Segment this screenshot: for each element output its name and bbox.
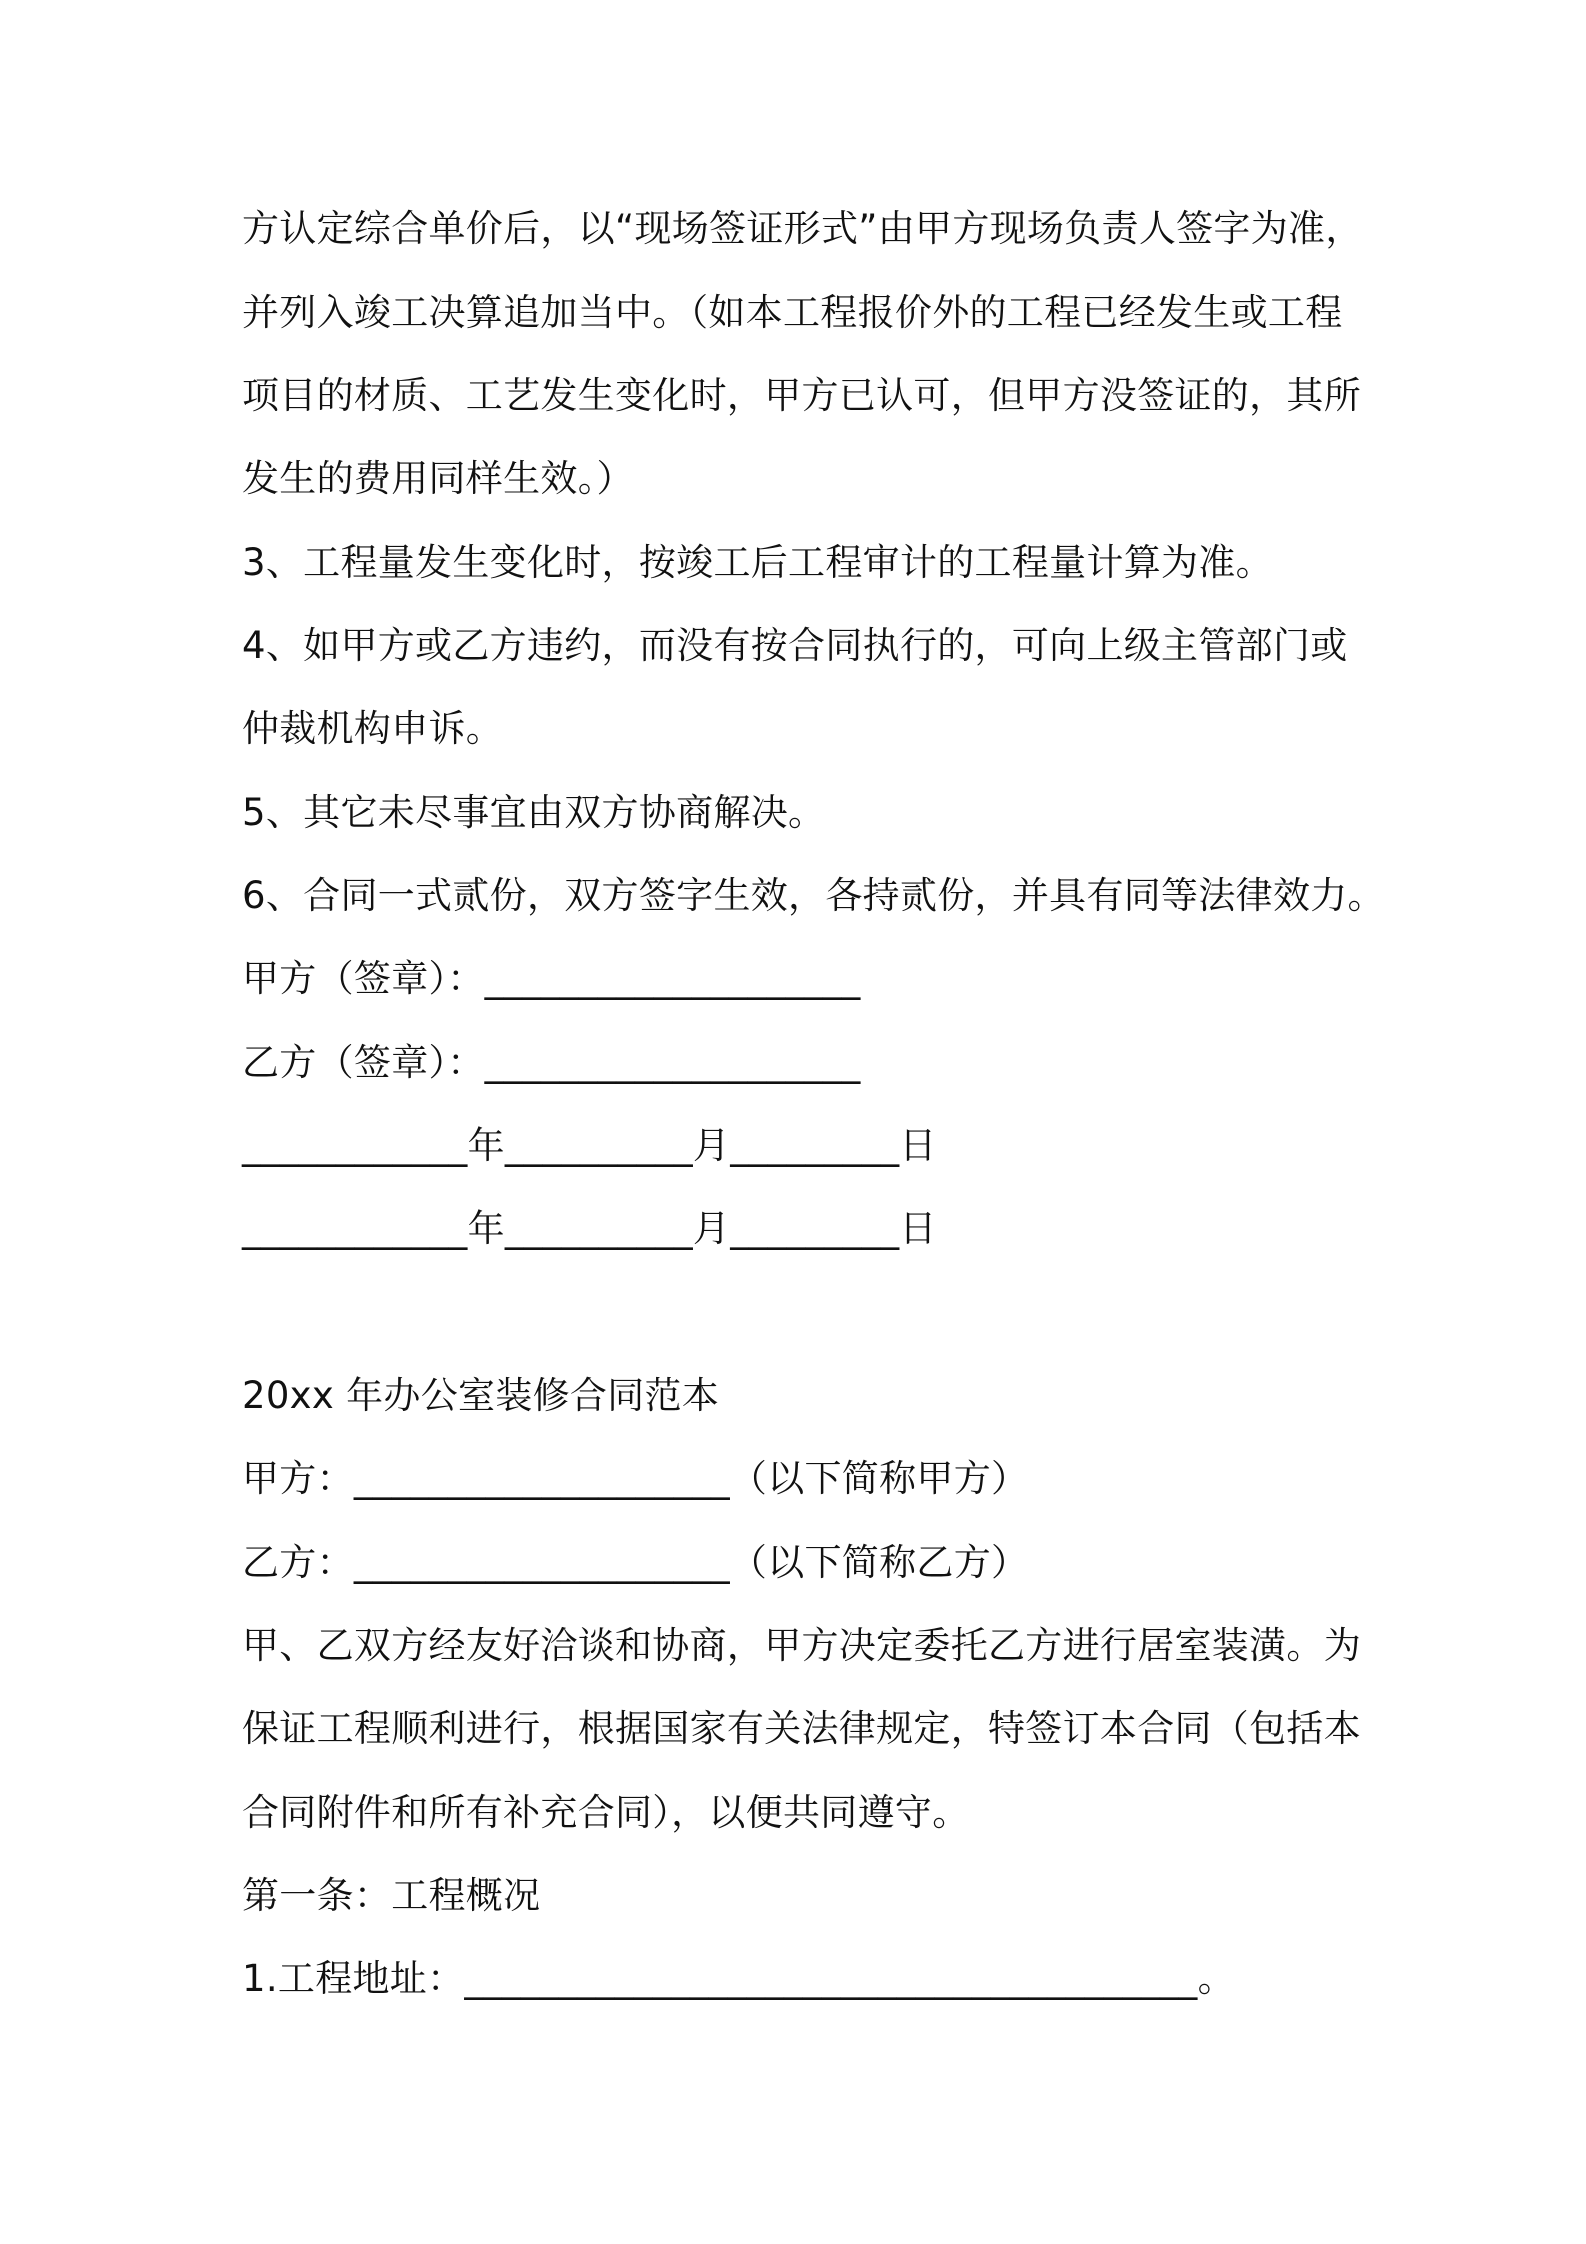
paragraph-line: 项目的材质、工艺发生变化时，甲方已认可，但甲方没签证的，其所 xyxy=(242,374,1361,417)
paragraph-line: 保证工程顺利进行，根据国家有关法律规定，特签订本合同（包括本 xyxy=(242,1707,1361,1750)
party-b-field: 乙方：____________________（以下简称乙方） xyxy=(242,1541,1029,1584)
party-a-signature-line: 甲方（签章）：____________________ xyxy=(242,957,861,1000)
paragraph-line: 合同附件和所有补充合同），以便共同遵守。 xyxy=(242,1791,970,1834)
clause-3: 3、工程量发生变化时，按竣工后工程审计的工程量计算为准。 xyxy=(242,541,1273,584)
clause-4-continued: 仲裁机构申诉。 xyxy=(242,707,504,750)
paragraph-line: 方认定综合单价后，以“现场签证形式”由甲方现场负责人签字为准， xyxy=(242,207,1363,250)
article-1-heading: 第一条：工程概况 xyxy=(242,1874,541,1917)
clause-4: 4、如甲方或乙方违约，而没有按合同执行的，可向上级主管部门或 xyxy=(242,624,1348,667)
date-line: ____________年__________月_________日 xyxy=(242,1124,937,1167)
contract-title: 20xx 年办公室装修合同范本 xyxy=(242,1374,720,1417)
clause-6: 6、合同一式贰份，双方签字生效，各持贰份，并具有同等法律效力。 xyxy=(242,874,1385,917)
paragraph-line: 甲、乙双方经友好洽谈和协商，甲方决定委托乙方进行居室装潢。为 xyxy=(242,1624,1361,1667)
project-address-field: 1.工程地址：_______________________________________。 xyxy=(242,1957,1235,2000)
paragraph-line: 并列入竣工决算追加当中。（如本工程报价外的工程已经发生或工程 xyxy=(242,291,1343,334)
party-a-field: 甲方：____________________（以下简称甲方） xyxy=(242,1457,1029,1500)
paragraph-line: 发生的费用同样生效。） xyxy=(242,457,634,500)
date-line: ____________年__________月_________日 xyxy=(242,1207,937,1250)
clause-5: 5、其它未尽事宜由双方协商解决。 xyxy=(242,791,826,834)
party-b-signature-line: 乙方（签章）：____________________ xyxy=(242,1041,861,1084)
